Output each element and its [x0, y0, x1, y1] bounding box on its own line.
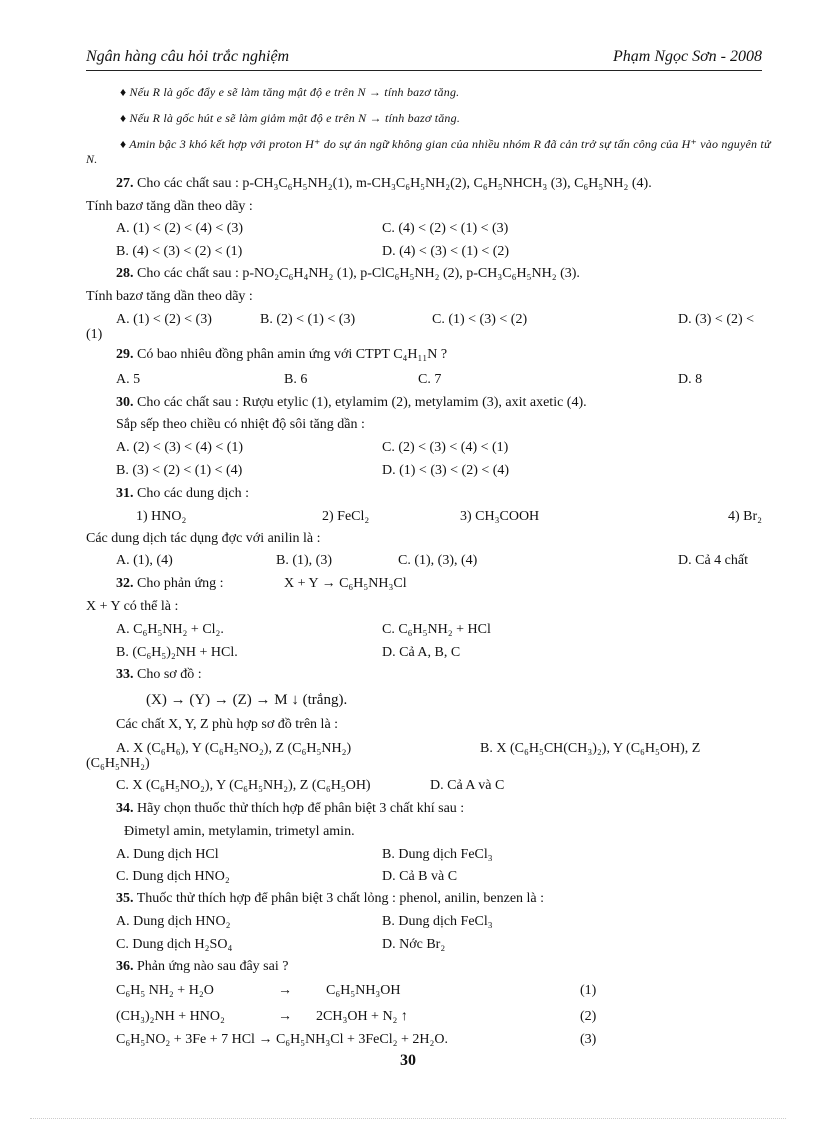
question-text: Hãy chọn thuốc thử thích hợp để phân biệt 3 chất khí sau : — [137, 801, 465, 816]
q33-option-a: A. X (C₆H₆), Y (C₆H₅NO₂), Z (C₆H₅NH₂) — [116, 741, 352, 756]
note-3: ♦ Amin bậc 3 khó kết hợp với proton H⁺ do sự án ngữ không gian của nhiều nhóm R đã cản trở sự tấn công của H⁺ vào nguyên tử N. — [86, 137, 771, 166]
page-header — [86, 48, 762, 71]
q36-reaction-1-right: C₆H₅NH₃OH — [326, 983, 401, 998]
q31-item-4: 4) Br₂ — [728, 509, 763, 524]
question-number: 35. — [116, 891, 134, 906]
question-text: Cho các dung dịch : — [137, 486, 249, 501]
q33-option-b-cont: (C₆H₅NH₂) — [86, 756, 150, 771]
q31-option-c: C. (1), (3), (4) — [398, 553, 478, 568]
q35-option-d: D. Nớc Br₂ — [382, 937, 446, 952]
q35-option-a: A. Dung dịch HNO₂ — [116, 914, 231, 929]
q33-option-c: C. X (C₆H₅NO₂), Y (C₆H₅NH₂), Z (C₆H₅OH) — [116, 778, 371, 793]
question-number: 33. — [116, 667, 134, 682]
q31-item-2: 2) FeCl₂ — [322, 509, 370, 524]
question-27 — [116, 175, 652, 192]
q32-equation: X + Y → C₆H₅NH₃Cl — [284, 576, 407, 591]
question-text: Cho sơ đồ : — [137, 667, 202, 682]
q29-option-d: D. 8 — [678, 372, 703, 387]
question-33-text2: Các chất X, Y, Z phù hợp sơ đồ trên là : — [116, 717, 339, 732]
q36-reaction-2-number: (2) — [580, 1009, 597, 1024]
question-number: 29. — [116, 347, 134, 362]
header-title: Ngân hàng câu hỏi trắc nghiệm — [86, 48, 290, 65]
question-31-text2: Các dung dịch tác dụng đợc với anilin là : — [86, 531, 321, 546]
question-text: Cho các chất sau : Rượu etylic (1), etylamim (2), metylamim (3), axit axetic (4). — [137, 395, 587, 410]
q34-option-d: D. Cả B và C — [382, 869, 458, 884]
question-31 — [116, 485, 249, 502]
q31-option-b: B. (1), (3) — [276, 553, 332, 568]
q36-reaction-1-number: (1) — [580, 983, 597, 998]
question-29 — [116, 346, 447, 363]
footer-divider — [30, 1118, 786, 1119]
q28-option-b: B. (2) < (1) < (3) — [260, 312, 356, 327]
q28-option-c: C. (1) < (3) < (2) — [432, 312, 528, 327]
q28-option-d: D. (3) < (2) < — [678, 312, 755, 327]
question-number: 27. — [116, 176, 134, 191]
note-1: ♦ Nếu R là gốc đẩy e sẽ làm tăng mật độ e trên N → tính bazơ tăng. — [120, 85, 460, 99]
question-27-text2: Tính bazơ tăng dần theo dãy : — [86, 199, 253, 214]
q32-option-c: C. C₆H₅NH₂ + HCl — [382, 622, 491, 637]
q31-item-1: 1) HNO₂ — [136, 509, 187, 524]
question-35 — [116, 890, 544, 907]
question-28-text2: Tính bazơ tăng dần theo dãy : — [86, 289, 253, 304]
q36-reaction-2-left: (CH₃)₂NH + HNO₂ — [116, 1009, 225, 1024]
q29-option-b: B. 6 — [284, 372, 308, 387]
q28-option-a: A. (1) < (2) < (3) — [116, 312, 212, 327]
q31-option-d: D. Cả 4 chất — [678, 553, 748, 568]
q30-option-c: C. (2) < (3) < (4) < (1) — [382, 440, 509, 455]
question-number: 30. — [116, 395, 134, 410]
question-text: Phản ứng nào sau đây sai ? — [137, 959, 289, 974]
q30-option-b: B. (3) < (2) < (1) < (4) — [116, 463, 243, 478]
header-author: Phạm Ngọc Sơn - 2008 — [613, 48, 762, 65]
q32-option-b: B. (C₆H₅)₂NH + HCl. — [116, 645, 238, 660]
q29-option-a: A. 5 — [116, 372, 141, 387]
q27-option-b: B. (4) < (3) < (2) < (1) — [116, 244, 243, 259]
q35-option-c: C. Dung dịch H₂SO₄ — [116, 937, 233, 952]
q35-option-b: B. Dung dịch FeCl₃ — [382, 914, 493, 929]
question-30-text2: Sắp sếp theo chiều có nhiệt độ sôi tăng dần : — [116, 417, 365, 432]
q32-option-a: A. C₆H₅NH₂ + Cl₂. — [116, 622, 224, 637]
question-30 — [116, 394, 587, 411]
q27-option-c: C. (4) < (2) < (1) < (3) — [382, 221, 509, 236]
question-28 — [116, 265, 580, 282]
q29-option-c: C. 7 — [418, 372, 442, 387]
q36-reaction-1-left: C₆H₅ NH₂ + H₂O — [116, 983, 214, 998]
question-34-text2: Đimetyl amin, metylamin, trimetyl amin. — [124, 824, 355, 839]
q36-reaction-1-arrow: → — [278, 983, 292, 998]
q31-option-a: A. (1), (4) — [116, 553, 173, 568]
q32-option-d: D. Cả A, B, C — [382, 645, 461, 660]
q34-option-a: A. Dung dịch HCl — [116, 847, 219, 862]
q30-option-a: A. (2) < (3) < (4) < (1) — [116, 440, 244, 455]
question-34 — [116, 800, 464, 817]
q33-option-b: B. X (C₆H₅CH(CH₃)₂), Y (C₆H₅OH), Z — [480, 741, 701, 756]
question-32-text2: X + Y có thể là : — [86, 599, 179, 614]
q27-option-d: D. (4) < (3) < (1) < (2) — [382, 244, 510, 259]
q34-option-c: C. Dung dịch HNO₂ — [116, 869, 230, 884]
q31-item-3: 3) CH₃COOH — [460, 509, 540, 524]
q34-option-b: B. Dung dịch FeCl₃ — [382, 847, 493, 862]
question-number: 28. — [116, 266, 134, 281]
question-text: Cho các chất sau : p-CH₃C₆H₅NH₂(1), m-CH₃C₆H₅NH₂(2), C₆H₅NHCH₃ (3), C₆H₅NH₂ (4). — [137, 176, 652, 191]
question-32 — [116, 575, 224, 592]
question-text: Cho phản ứng : — [137, 576, 224, 591]
q36-reaction-3: C₆H₅NO₂ + 3Fe + 7 HCl → C₆H₅NH₃Cl + 3FeCl₂ + 2H₂O. — [116, 1032, 448, 1047]
question-number: 34. — [116, 801, 134, 816]
q33-option-d: D. Cả A và C — [430, 778, 505, 793]
question-text: Thuốc thử thích hợp để phân biệt 3 chất lỏng : phenol, anilin, benzen là : — [136, 891, 545, 906]
question-36 — [116, 958, 288, 975]
q36-reaction-3-number: (3) — [580, 1032, 597, 1047]
note-2: ♦ Nếu R là gốc hút e sẽ làm giảm mật độ e trên N → tính bazơ tăng. — [120, 111, 461, 125]
q33-scheme: (X) → (Y) → (Z) → M ↓ (trắng). — [146, 692, 348, 708]
page-number: 30 — [400, 1052, 416, 1069]
q28-option-d-cont: (1) — [86, 327, 103, 342]
question-number: 36. — [116, 959, 134, 974]
question-text: Cho các chất sau : p-NO₂C₆H₄NH₂ (1), p-ClC₆H₅NH₂ (2), p-CH₃C₆H₅NH₂ (3). — [137, 266, 580, 281]
question-number: 32. — [116, 576, 134, 591]
question-33 — [116, 666, 202, 683]
q36-reaction-2-arrow: → — [278, 1009, 292, 1024]
q30-option-d: D. (1) < (3) < (2) < (4) — [382, 463, 510, 478]
question-number: 31. — [116, 486, 134, 501]
q36-reaction-2-right: 2CH₃OH + N₂ ↑ — [316, 1009, 408, 1024]
question-text: Có bao nhiêu đồng phân amin ứng với CTPT C₄H₁₁N ? — [137, 347, 448, 362]
q27-option-a: A. (1) < (2) < (4) < (3) — [116, 221, 244, 236]
